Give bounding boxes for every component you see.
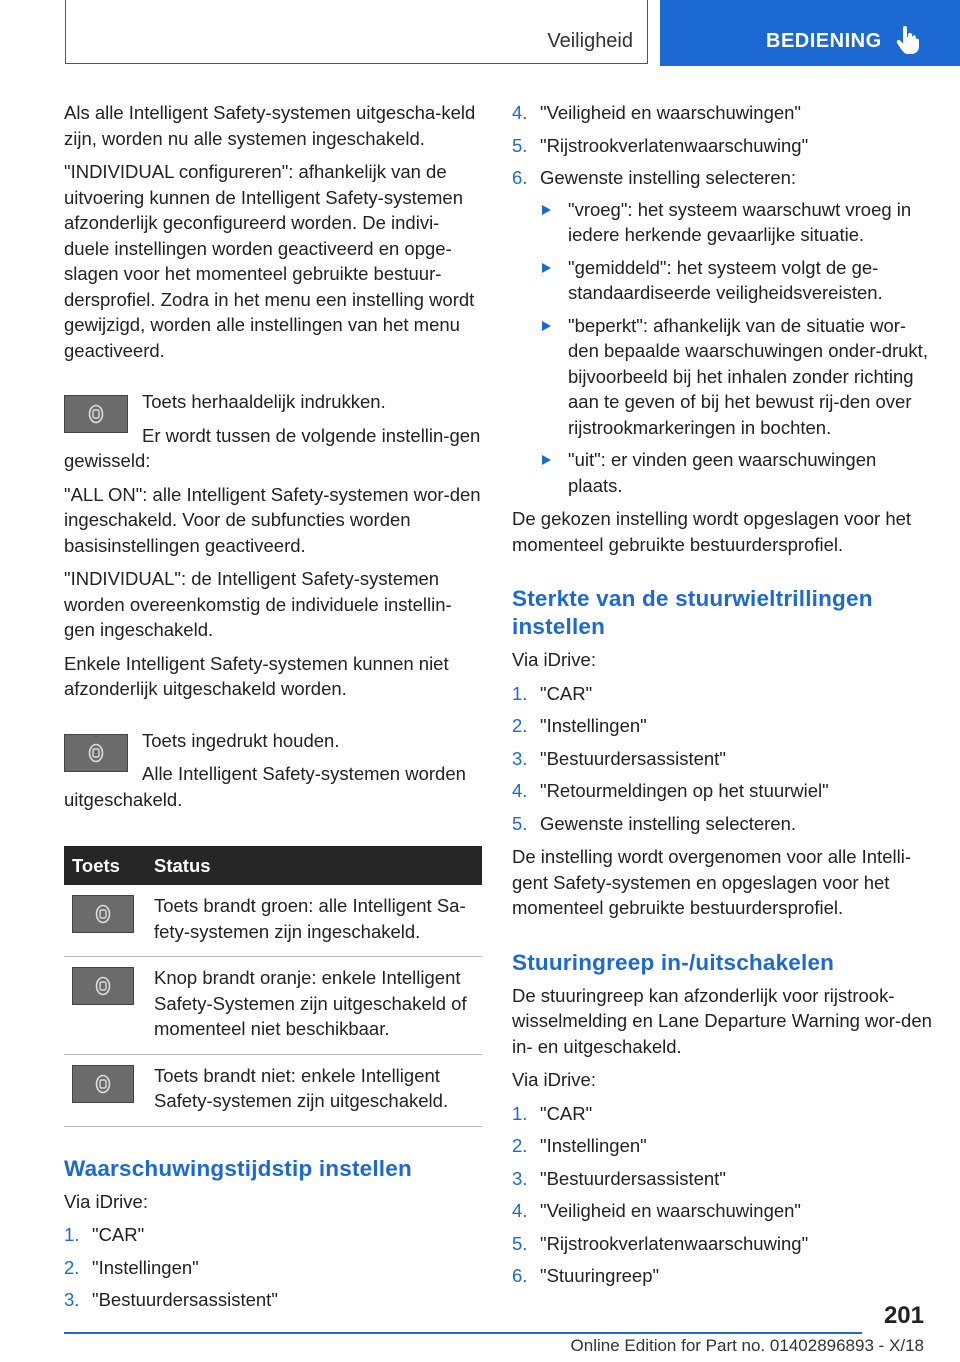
triangle-bullet-icon	[542, 455, 551, 465]
left-column	[64, 100, 482, 1321]
right-column	[512, 100, 932, 1297]
key-text: Toets herhaaldelijk indrukken.	[142, 391, 386, 412]
page-header	[0, 0, 960, 66]
table-header-status: Status	[146, 846, 482, 885]
car-safety-icon	[88, 743, 104, 763]
list-item: 2. "Instellingen"	[512, 715, 647, 736]
safety-button-image	[64, 734, 128, 772]
key-text: Er wordt tussen de volgende instellin-gen gewisseld:	[64, 424, 481, 471]
status-text: Knop brandt oranje: enkele Intelligent Safety-Systemen zijn uitgeschakeld of momenteel niet beschikbaar.	[146, 957, 482, 1055]
list-item: 4. "Veiligheid en waarschuwingen"	[512, 1200, 801, 1221]
edition-text: Online Edition for Part no. 01402896893 - X/18	[570, 1336, 924, 1355]
option-item: "uit": er vinden geen waarschuwingen plaats.	[540, 447, 932, 498]
option-item: "beperkt": afhankelijk van de situatie wor-den bepaalde waarschuwingen onder-drukt, bijvoorbeeld bij het inhalen zonder richting aan te geven of bij het bewust rij-den over rijstrookmarkeringen in bochten.	[540, 313, 932, 441]
triangle-bullet-icon	[542, 205, 551, 215]
car-safety-icon	[88, 404, 104, 424]
key-text: Toets ingedrukt houden.	[142, 729, 340, 751]
paragraph: De instelling wordt overgenomen voor alle Intelli-gent Safety-systemen en opgeslagen voor het momenteel gebruikte bestuurdersprofiel.	[512, 846, 911, 918]
list-item: 1. "CAR"	[512, 1102, 593, 1124]
paragraph: Via iDrive:	[64, 1190, 148, 1212]
paragraph: Via iDrive:	[512, 649, 596, 670]
list-item: 4. "Retourmeldingen op het stuurwiel"	[512, 780, 829, 801]
key-instruction-hold	[64, 728, 482, 813]
status-table	[64, 846, 482, 1127]
list-item: 2. "Instellingen"	[512, 1135, 647, 1156]
list-item: 2. "Instellingen"	[64, 1256, 199, 1278]
list-item: 5. "Rijstrookverlatenwaarschuwing"	[512, 1232, 809, 1254]
heading-waarschuwingstijdstip: Waarschuwingstijdstip instellen	[64, 1155, 412, 1181]
list-item: 1. "CAR"	[64, 1224, 145, 1245]
list-item: 6. Gewenste instelling selecteren: "vroeg": het systeem waarschuwt vroeg in iedere herkende gevaarlijke situatie. "gemiddeld": het systeem volgt de ge-standaardiseerde veiligheidsvereisten. "beperkt": afhankelijk van de situatie wor-den bepaalde waarschuwingen onder-drukt, bijvoorbeeld bij het inhalen zonder richting aan te geven of bij het bewust rij-den over rijstrookmarkeringen in bochten. "uit": er vinden geen waarschuwingen plaats.	[512, 165, 932, 498]
section-tab	[65, 0, 648, 64]
footer-divider	[64, 1332, 862, 1334]
list-item: 5. Gewenste instelling selecteren.	[512, 812, 797, 834]
paragraph: Via iDrive:	[512, 1069, 596, 1090]
section-title: Veiligheid	[547, 30, 633, 52]
step-list	[512, 100, 932, 498]
step-list	[512, 681, 932, 837]
heading-sterkte: Sterkte van de stuurwieltrillingen instellen	[512, 586, 873, 639]
paragraph: De gekozen instelling wordt opgeslagen voor het momenteel gebruikte bestuurdersprofiel.	[512, 508, 912, 555]
key-text: Alle Intelligent Safety-systemen worden uitgeschakeld.	[64, 763, 466, 810]
chapter-title: BEDIENING	[766, 30, 882, 52]
list-item: 3. "Bestuurdersassistent"	[512, 747, 726, 769]
table-header-toets: Toets	[64, 846, 146, 885]
triangle-bullet-icon	[542, 263, 551, 273]
car-safety-icon	[95, 1074, 111, 1094]
table-row	[64, 957, 482, 1055]
safety-button-image	[72, 895, 134, 933]
safety-button-image	[72, 1065, 134, 1103]
safety-button-image	[64, 395, 128, 433]
car-safety-icon	[95, 904, 111, 924]
status-text: Toets brandt niet: enkele Intelligent Safety-systemen zijn uitgeschakeld.	[146, 1054, 482, 1126]
key-instruction-repeat	[64, 389, 482, 474]
list-item: 1. "CAR"	[512, 682, 593, 704]
pointing-hand-icon	[896, 26, 920, 54]
table-row	[64, 1054, 482, 1126]
paragraph: De stuuringreep kan afzonderlijk voor rijstrook-wisselmelding en Lane Departure Warning wor-den in- en uitgeschakeld.	[512, 984, 932, 1057]
paragraph: Als alle Intelligent Safety-systemen uitgescha-keld zijn, worden nu alle systemen ingeschakeld.	[64, 102, 476, 149]
list-item: 3. "Bestuurdersassistent"	[64, 1289, 278, 1310]
chapter-tab	[660, 0, 960, 66]
status-text: Toets brandt groen: alle Intelligent Sa-fety-systemen zijn ingeschakeld.	[146, 885, 482, 957]
table-row	[64, 885, 482, 957]
paragraph: Enkele Intelligent Safety-systemen kunnen niet afzonderlijk uitgeschakeld worden.	[64, 652, 449, 699]
car-safety-icon	[95, 976, 111, 996]
paragraph: "ALL ON": alle Intelligent Safety-systemen wor-den ingeschakeld. Voor de subfuncties worden basisinstellingen geactiveerd.	[64, 483, 481, 556]
page-number: 201	[883, 1302, 924, 1329]
heading-stuuringreep: Stuuringreep in-/uitschakelen	[512, 949, 835, 975]
list-item: 4. "Veiligheid en waarschuwingen"	[512, 102, 801, 123]
triangle-bullet-icon	[542, 321, 551, 331]
paragraph: "INDIVIDUAL configureren": afhankelijk van de uitvoering kunnen de Intelligent Safety-systemen afzonderlijk geconfigureerd worden. De indivi-duele instellingen worden geactiveerd en opge-slagen voor het momenteel gebruikte bestuur-dersprofiel. Zodra in het menu een instelling wordt gewijzigd, worden alle instellingen van het menu geactiveerd.	[64, 161, 475, 361]
option-list	[540, 197, 932, 499]
paragraph: "INDIVIDUAL": de Intelligent Safety-systemen worden overeenkomstig de individuele instellin-gen ingeschakeld.	[64, 568, 452, 640]
option-item: "vroeg": het systeem waarschuwt vroeg in iedere herkende gevaarlijke situatie.	[540, 197, 932, 248]
list-item: 6. "Stuuringreep"	[512, 1265, 660, 1286]
option-item: "gemiddeld": het systeem volgt de ge-standaardiseerde veiligheidsvereisten.	[540, 255, 932, 306]
step-list	[512, 1101, 932, 1289]
list-item: 5. "Rijstrookverlatenwaarschuwing"	[512, 134, 809, 156]
safety-button-image	[72, 967, 134, 1005]
page-footer	[0, 1296, 960, 1362]
list-item: 3. "Bestuurdersassistent"	[512, 1167, 726, 1189]
